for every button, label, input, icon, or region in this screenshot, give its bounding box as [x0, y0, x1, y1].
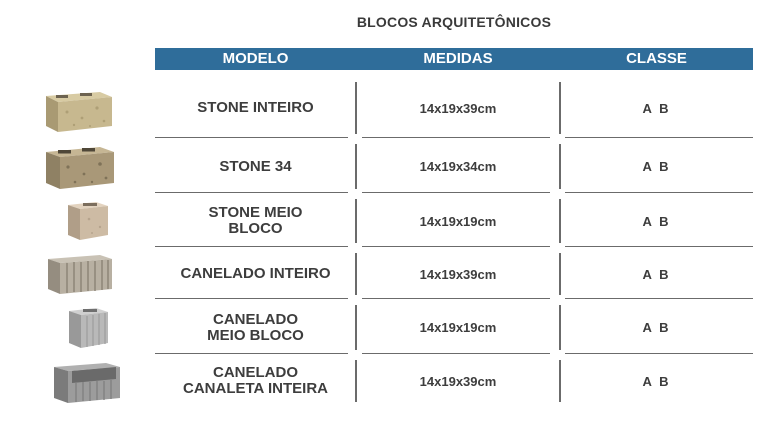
row-divider [362, 353, 550, 355]
row-divider [155, 192, 348, 194]
row-divider [565, 353, 753, 355]
row-divider [362, 137, 550, 139]
row-divider [155, 246, 348, 248]
canelado-meio-bloco-block-image [66, 303, 112, 351]
modelo-cell: CANELADO INTEIRO [180, 265, 331, 282]
medidas-cell: 14x19x19cm [419, 320, 497, 335]
row-divider [362, 298, 550, 300]
medidas-cell: 14x19x19cm [419, 213, 497, 229]
stone-meio-bloco-block-image [64, 197, 112, 243]
canelado-canaleta-inteira-block-image [50, 357, 124, 405]
classe-cell: A B [642, 266, 671, 282]
table-row [155, 249, 753, 299]
modelo-cell: CANELADO CANALETA INTEIRA [183, 364, 328, 397]
row-divider [362, 192, 550, 194]
medidas-cell: 14x19x39cm [419, 373, 497, 389]
row-divider [565, 137, 753, 139]
canelado-inteiro-block-image [44, 251, 116, 297]
table-header [155, 48, 753, 70]
modelo-cell: STONE MEIO BLOCO [208, 204, 303, 237]
classe-cell: A B [642, 100, 671, 116]
stone-inteiro-block-image [42, 88, 114, 134]
row-divider [155, 298, 348, 300]
modelo-cell: CANELADO MEIO BLOCO [207, 310, 304, 344]
row-divider [565, 192, 753, 194]
classe-cell: A B [642, 159, 671, 174]
table-row [155, 78, 753, 138]
row-divider [362, 246, 550, 248]
classe-cell: A B [642, 213, 671, 229]
page-title: BLOCOS ARQUITETÔNICOS [356, 14, 552, 30]
row-divider [155, 353, 348, 355]
row-divider [565, 298, 753, 300]
medidas-cell: 14x19x34cm [419, 159, 497, 174]
medidas-cell: 14x19x39cm [419, 266, 497, 282]
header-classe: CLASSE [626, 50, 687, 67]
medidas-cell: 14x19x39cm [419, 100, 497, 116]
modelo-cell: STONE 34 [219, 157, 292, 175]
table-row [155, 140, 753, 193]
modelo-cell: STONE INTEIRO [197, 99, 314, 116]
header-medidas: MEDIDAS [423, 50, 493, 67]
header-modelo: MODELO [222, 50, 289, 67]
row-divider [155, 137, 348, 139]
stone-34-block-image [42, 142, 116, 192]
classe-cell: A B [642, 373, 671, 389]
table-row [155, 356, 753, 406]
classe-cell: A B [642, 320, 671, 335]
table-row [155, 195, 753, 247]
table-row [155, 301, 753, 354]
row-divider [565, 246, 753, 248]
